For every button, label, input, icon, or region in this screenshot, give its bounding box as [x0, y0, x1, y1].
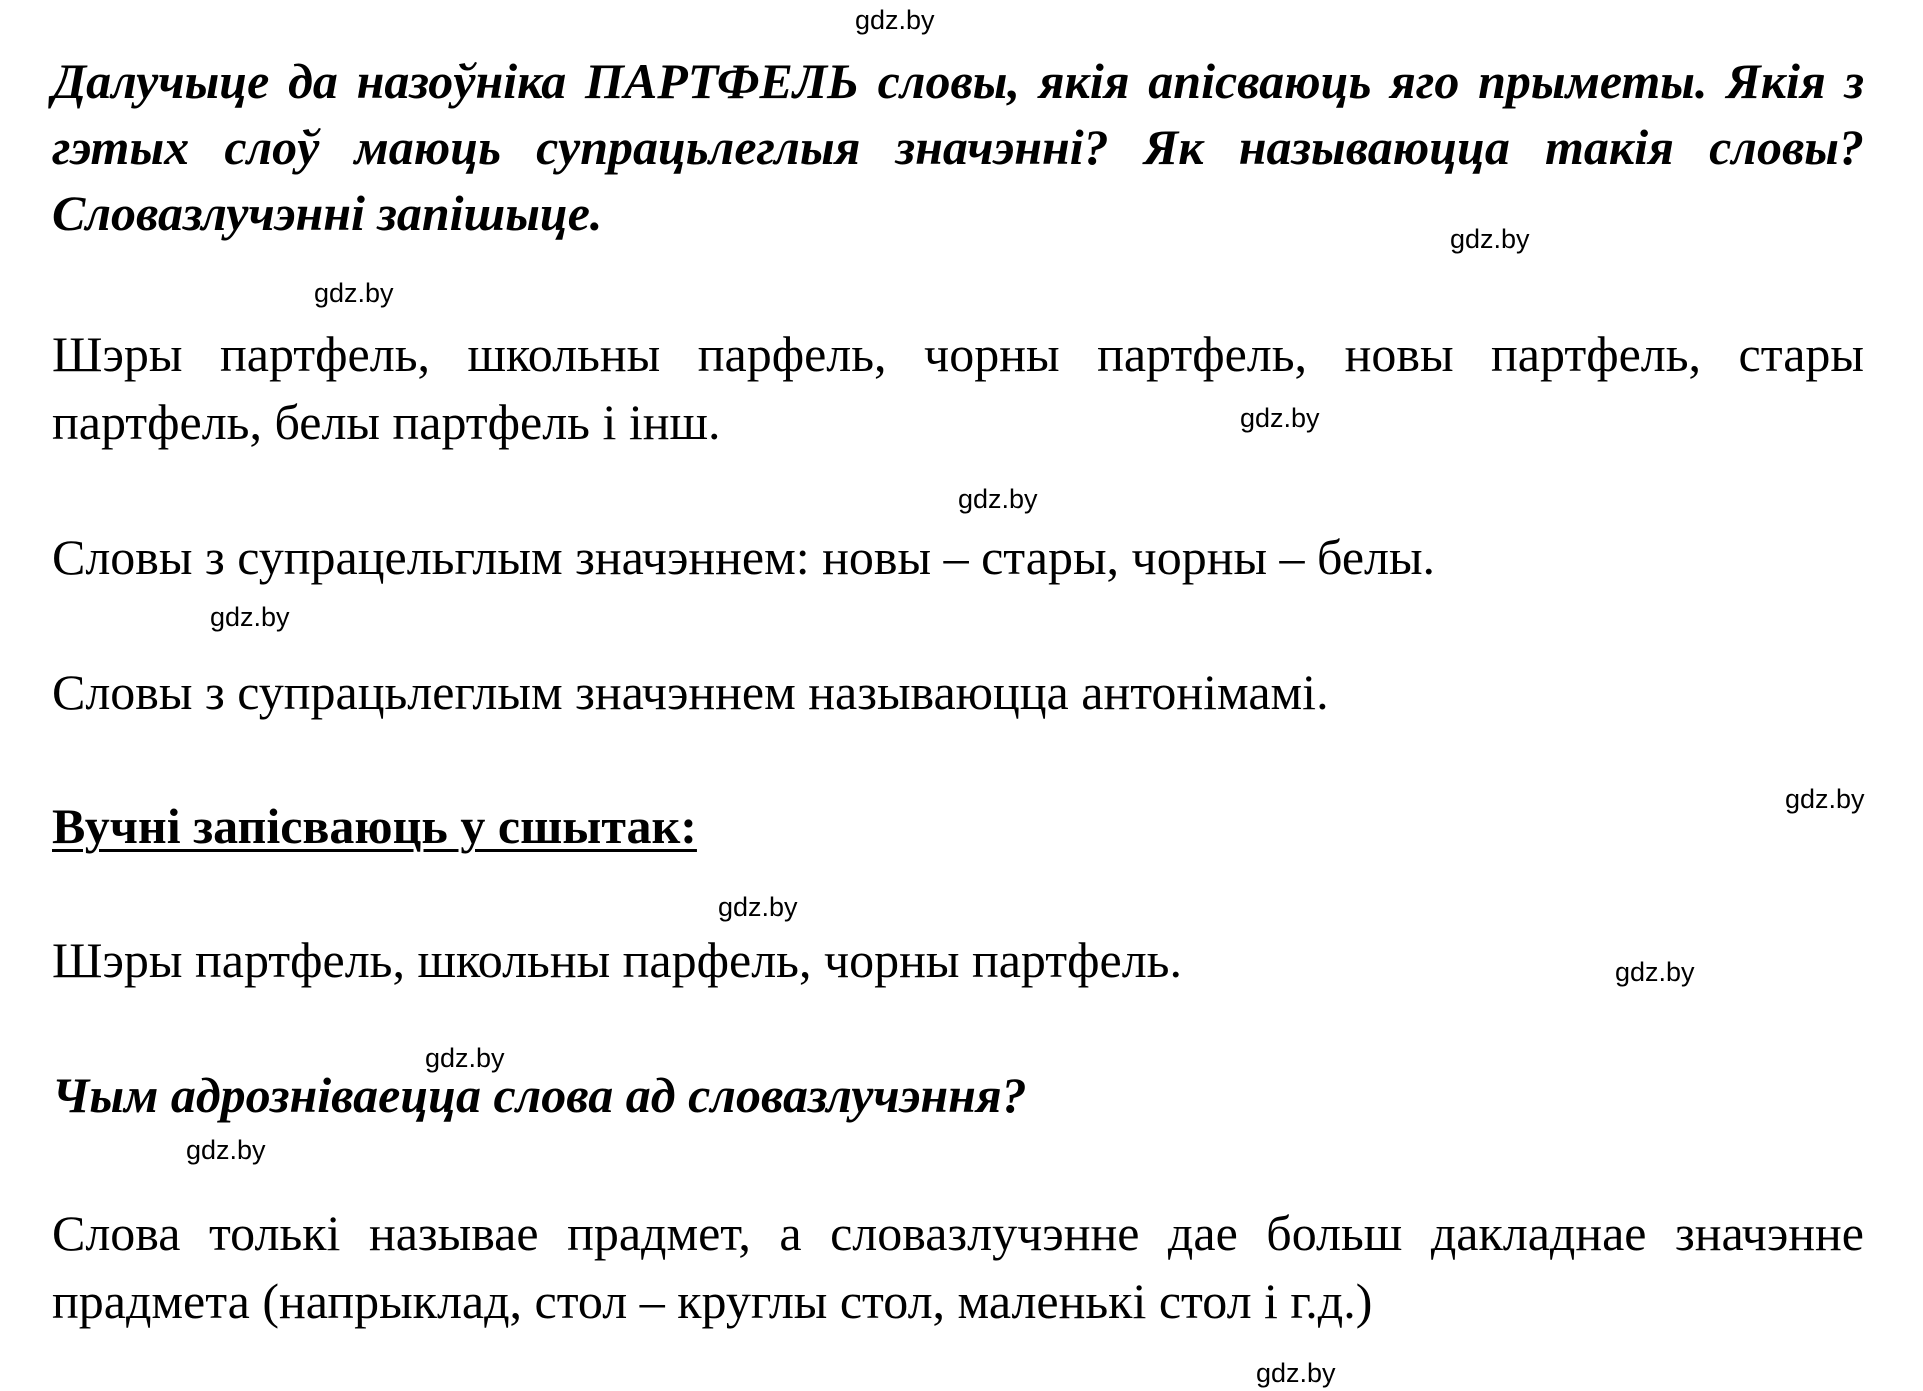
watermark: gdz.by [1785, 784, 1865, 814]
watermark: gdz.by [855, 5, 935, 35]
notebook-heading: Вучні запісваюць у сшытак: [52, 798, 697, 854]
watermark: gdz.by [1615, 957, 1695, 987]
notebook-text: Шэры партфель, школьны парфель, чорны партфель. [52, 932, 1182, 988]
watermark: gdz.by [314, 278, 394, 308]
watermark: gdz.by [1256, 1358, 1336, 1388]
question-text: Чым адрозніваецца слова ад словазлучэння? [52, 1067, 1027, 1123]
question-answer: Слова толькі называе прадмет, а словазлучэнне дае больш дакладнае значэнне прадмета (напрыклад, стол – круглы стол, маленькі стол і г.д.) [52, 1205, 1864, 1329]
watermark: gdz.by [210, 602, 290, 632]
watermark: gdz.by [1240, 403, 1320, 433]
answer-phrases: Шэры партфель, школьны парфель, чорны партфель, новы партфель, стары партфель, белы партфель і інш. [52, 326, 1864, 450]
watermark: gdz.by [718, 892, 798, 922]
task-text: Далучыце да назоўніка ПАРТФЕЛЬ словы, якія апісваюць яго прыметы. Якія з гэтых слоў маюць супрацьлеглыя значэнні? Як называюцца такія словы? Словазлучэнні запішыце. [52, 53, 1864, 241]
watermark: gdz.by [1450, 224, 1530, 254]
watermark: gdz.by [425, 1043, 505, 1073]
watermark: gdz.by [958, 484, 1038, 514]
answer-opposites: Словы з супрацельглым значэннем: новы – стары, чорны – белы. [52, 529, 1436, 585]
watermark: gdz.by [186, 1135, 266, 1165]
answer-antonyms: Словы з супрацьлеглым значэннем называюцца антонімамі. [52, 664, 1329, 720]
